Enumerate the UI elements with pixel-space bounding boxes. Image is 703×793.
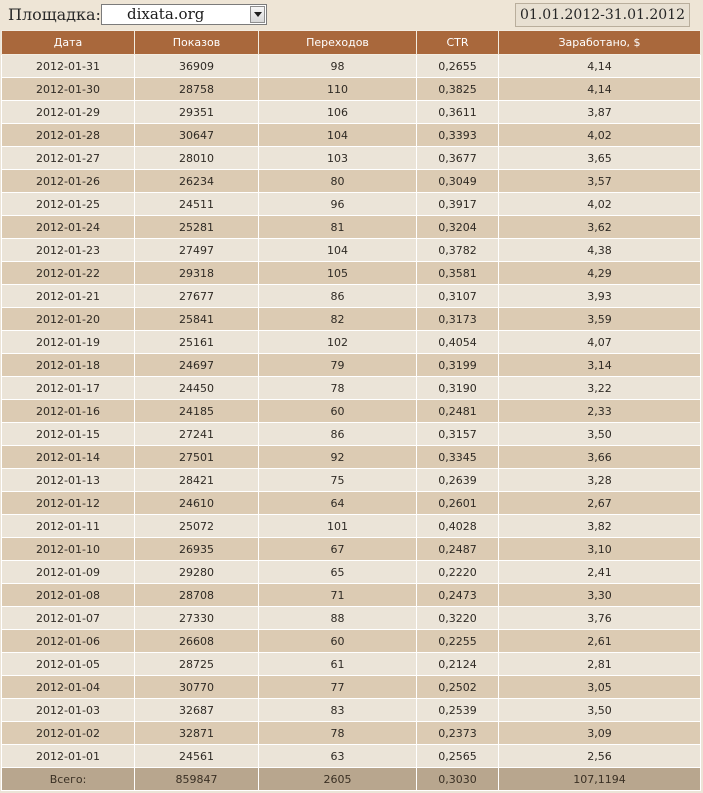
cell-impressions: 32687: [135, 699, 259, 722]
cell-clicks: 61: [259, 653, 417, 676]
cell-date: 2012-01-08: [2, 584, 135, 607]
cell-impressions: 24185: [135, 400, 259, 423]
cell-impressions: 24561: [135, 745, 259, 768]
cell-ctr: 0,2124: [417, 653, 499, 676]
cell-clicks: 63: [259, 745, 417, 768]
table-header-row: [2, 31, 701, 55]
cell-clicks: 65: [259, 561, 417, 584]
cell-earned: 4,14: [499, 55, 701, 78]
cell-ctr: 0,2565: [417, 745, 499, 768]
cell-clicks: 80: [259, 170, 417, 193]
table-row: [2, 101, 701, 124]
cell-impressions: 27241: [135, 423, 259, 446]
cell-impressions: 25161: [135, 331, 259, 354]
cell-impressions: 24511: [135, 193, 259, 216]
cell-clicks: 83: [259, 699, 417, 722]
site-select[interactable]: [101, 4, 267, 25]
cell-earned: 3,09: [499, 722, 701, 745]
table-row: [2, 722, 701, 745]
cell-date: 2012-01-11: [2, 515, 135, 538]
column-header-ctr: CTR: [417, 31, 499, 55]
cell-ctr: 0,3917: [417, 193, 499, 216]
cell-ctr: 0,3199: [417, 354, 499, 377]
site-select-value: dixata.org: [127, 5, 205, 23]
cell-clicks: 105: [259, 262, 417, 285]
cell-impressions: 29351: [135, 101, 259, 124]
cell-earned: 3,57: [499, 170, 701, 193]
cell-earned: 3,10: [499, 538, 701, 561]
table-row: [2, 377, 701, 400]
cell-date: 2012-01-27: [2, 147, 135, 170]
table-row: [2, 216, 701, 239]
cell-earned: 4,29: [499, 262, 701, 285]
cell-earned: 3,82: [499, 515, 701, 538]
cell-clicks: 110: [259, 78, 417, 101]
cell-ctr: 0,3825: [417, 78, 499, 101]
cell-clicks: 60: [259, 630, 417, 653]
cell-clicks: 79: [259, 354, 417, 377]
table-row: [2, 262, 701, 285]
cell-clicks: 78: [259, 377, 417, 400]
column-header-impressions: Показов: [135, 31, 259, 55]
cell-ctr: 0,2539: [417, 699, 499, 722]
cell-earned: 3,28: [499, 469, 701, 492]
cell-impressions: 26935: [135, 538, 259, 561]
cell-date: 2012-01-28: [2, 124, 135, 147]
table-row: [2, 331, 701, 354]
cell-impressions: 28758: [135, 78, 259, 101]
cell-ctr: 0,3677: [417, 147, 499, 170]
cell-ctr: 0,2639: [417, 469, 499, 492]
cell-ctr: 0,3157: [417, 423, 499, 446]
table-row: [2, 193, 701, 216]
table-row: [2, 170, 701, 193]
cell-clicks: 102: [259, 331, 417, 354]
total-impressions: 859847: [135, 768, 259, 791]
column-header-date: Дата: [2, 31, 135, 55]
table-row: [2, 607, 701, 630]
cell-earned: 4,02: [499, 124, 701, 147]
cell-ctr: 0,3190: [417, 377, 499, 400]
cell-ctr: 0,3049: [417, 170, 499, 193]
table-row: [2, 147, 701, 170]
stats-table: [1, 30, 701, 791]
cell-impressions: 28725: [135, 653, 259, 676]
cell-ctr: 0,3581: [417, 262, 499, 285]
cell-earned: 4,38: [499, 239, 701, 262]
cell-ctr: 0,2255: [417, 630, 499, 653]
cell-ctr: 0,2487: [417, 538, 499, 561]
cell-ctr: 0,3611: [417, 101, 499, 124]
table-row: [2, 78, 701, 101]
cell-impressions: 24610: [135, 492, 259, 515]
cell-ctr: 0,3204: [417, 216, 499, 239]
cell-impressions: 36909: [135, 55, 259, 78]
cell-clicks: 77: [259, 676, 417, 699]
cell-date: 2012-01-21: [2, 285, 135, 308]
cell-earned: 3,59: [499, 308, 701, 331]
cell-impressions: 26234: [135, 170, 259, 193]
cell-ctr: 0,3173: [417, 308, 499, 331]
cell-impressions: 27497: [135, 239, 259, 262]
cell-earned: 2,61: [499, 630, 701, 653]
cell-date: 2012-01-22: [2, 262, 135, 285]
cell-date: 2012-01-15: [2, 423, 135, 446]
cell-impressions: 26608: [135, 630, 259, 653]
table-row: [2, 469, 701, 492]
date-range-display[interactable]: 01.01.2012-31.01.2012: [515, 3, 690, 27]
cell-clicks: 67: [259, 538, 417, 561]
cell-date: 2012-01-17: [2, 377, 135, 400]
cell-date: 2012-01-07: [2, 607, 135, 630]
table-row: [2, 354, 701, 377]
total-label: Всего:: [2, 768, 135, 791]
cell-date: 2012-01-30: [2, 78, 135, 101]
cell-earned: 3,76: [499, 607, 701, 630]
cell-clicks: 81: [259, 216, 417, 239]
cell-earned: 3,93: [499, 285, 701, 308]
cell-earned: 3,65: [499, 147, 701, 170]
cell-impressions: 24697: [135, 354, 259, 377]
cell-impressions: 32871: [135, 722, 259, 745]
cell-ctr: 0,2373: [417, 722, 499, 745]
dropdown-arrow-icon[interactable]: [250, 6, 265, 23]
table-row: [2, 124, 701, 147]
filter-bar: [0, 0, 703, 30]
cell-earned: 3,62: [499, 216, 701, 239]
cell-earned: 2,81: [499, 653, 701, 676]
cell-date: 2012-01-26: [2, 170, 135, 193]
cell-clicks: 86: [259, 285, 417, 308]
cell-earned: 3,66: [499, 446, 701, 469]
cell-date: 2012-01-29: [2, 101, 135, 124]
cell-ctr: 0,2473: [417, 584, 499, 607]
site-label: Площадка:: [8, 5, 101, 24]
table-row: [2, 308, 701, 331]
cell-earned: 4,07: [499, 331, 701, 354]
cell-clicks: 82: [259, 308, 417, 331]
cell-clicks: 104: [259, 239, 417, 262]
table-row: [2, 584, 701, 607]
cell-ctr: 0,2481: [417, 400, 499, 423]
table-row: [2, 653, 701, 676]
cell-date: 2012-01-31: [2, 55, 135, 78]
cell-impressions: 25072: [135, 515, 259, 538]
cell-ctr: 0,2220: [417, 561, 499, 584]
cell-clicks: 64: [259, 492, 417, 515]
table-row: [2, 400, 701, 423]
cell-earned: 3,14: [499, 354, 701, 377]
cell-date: 2012-01-01: [2, 745, 135, 768]
cell-clicks: 86: [259, 423, 417, 446]
cell-date: 2012-01-04: [2, 676, 135, 699]
cell-impressions: 27330: [135, 607, 259, 630]
table-row: [2, 561, 701, 584]
cell-impressions: 28421: [135, 469, 259, 492]
cell-date: 2012-01-13: [2, 469, 135, 492]
cell-date: 2012-01-19: [2, 331, 135, 354]
cell-clicks: 106: [259, 101, 417, 124]
cell-date: 2012-01-25: [2, 193, 135, 216]
cell-impressions: 24450: [135, 377, 259, 400]
cell-earned: 3,30: [499, 584, 701, 607]
cell-impressions: 27501: [135, 446, 259, 469]
table-row: [2, 676, 701, 699]
cell-earned: 2,56: [499, 745, 701, 768]
cell-date: 2012-01-03: [2, 699, 135, 722]
cell-date: 2012-01-20: [2, 308, 135, 331]
cell-impressions: 25281: [135, 216, 259, 239]
table-row: [2, 239, 701, 262]
total-clicks: 2605: [259, 768, 417, 791]
cell-ctr: 0,3107: [417, 285, 499, 308]
cell-ctr: 0,2655: [417, 55, 499, 78]
table-row: [2, 423, 701, 446]
cell-ctr: 0,4028: [417, 515, 499, 538]
cell-ctr: 0,4054: [417, 331, 499, 354]
cell-earned: 3,50: [499, 423, 701, 446]
cell-date: 2012-01-05: [2, 653, 135, 676]
cell-earned: 4,14: [499, 78, 701, 101]
cell-impressions: 28708: [135, 584, 259, 607]
cell-earned: 3,22: [499, 377, 701, 400]
cell-clicks: 60: [259, 400, 417, 423]
cell-ctr: 0,2601: [417, 492, 499, 515]
cell-date: 2012-01-06: [2, 630, 135, 653]
cell-date: 2012-01-10: [2, 538, 135, 561]
table-total-row: [2, 768, 701, 791]
cell-impressions: 30647: [135, 124, 259, 147]
cell-date: 2012-01-24: [2, 216, 135, 239]
cell-date: 2012-01-09: [2, 561, 135, 584]
table-row: [2, 446, 701, 469]
table-row: [2, 745, 701, 768]
cell-clicks: 78: [259, 722, 417, 745]
cell-date: 2012-01-14: [2, 446, 135, 469]
cell-clicks: 75: [259, 469, 417, 492]
cell-clicks: 98: [259, 55, 417, 78]
table-row: [2, 630, 701, 653]
column-header-earned: Заработано, $: [499, 31, 701, 55]
cell-ctr: 0,3345: [417, 446, 499, 469]
table-row: [2, 538, 701, 561]
table-row: [2, 699, 701, 722]
total-ctr: 0,3030: [417, 768, 499, 791]
cell-impressions: 25841: [135, 308, 259, 331]
cell-date: 2012-01-16: [2, 400, 135, 423]
cell-ctr: 0,3782: [417, 239, 499, 262]
table-row: [2, 492, 701, 515]
cell-impressions: 28010: [135, 147, 259, 170]
total-earned: 107,1194: [499, 768, 701, 791]
column-header-clicks: Переходов: [259, 31, 417, 55]
cell-clicks: 104: [259, 124, 417, 147]
cell-date: 2012-01-12: [2, 492, 135, 515]
cell-date: 2012-01-23: [2, 239, 135, 262]
table-row: [2, 515, 701, 538]
table-row: [2, 55, 701, 78]
table-row: [2, 285, 701, 308]
cell-earned: 3,05: [499, 676, 701, 699]
cell-earned: 3,50: [499, 699, 701, 722]
cell-ctr: 0,3220: [417, 607, 499, 630]
cell-impressions: 29280: [135, 561, 259, 584]
cell-clicks: 92: [259, 446, 417, 469]
cell-earned: 4,02: [499, 193, 701, 216]
cell-clicks: 103: [259, 147, 417, 170]
cell-earned: 2,33: [499, 400, 701, 423]
cell-clicks: 96: [259, 193, 417, 216]
cell-impressions: 30770: [135, 676, 259, 699]
cell-clicks: 88: [259, 607, 417, 630]
cell-impressions: 29318: [135, 262, 259, 285]
cell-date: 2012-01-02: [2, 722, 135, 745]
cell-ctr: 0,2502: [417, 676, 499, 699]
cell-earned: 2,41: [499, 561, 701, 584]
cell-ctr: 0,3393: [417, 124, 499, 147]
cell-clicks: 101: [259, 515, 417, 538]
cell-earned: 3,87: [499, 101, 701, 124]
cell-impressions: 27677: [135, 285, 259, 308]
cell-clicks: 71: [259, 584, 417, 607]
cell-earned: 2,67: [499, 492, 701, 515]
cell-date: 2012-01-18: [2, 354, 135, 377]
